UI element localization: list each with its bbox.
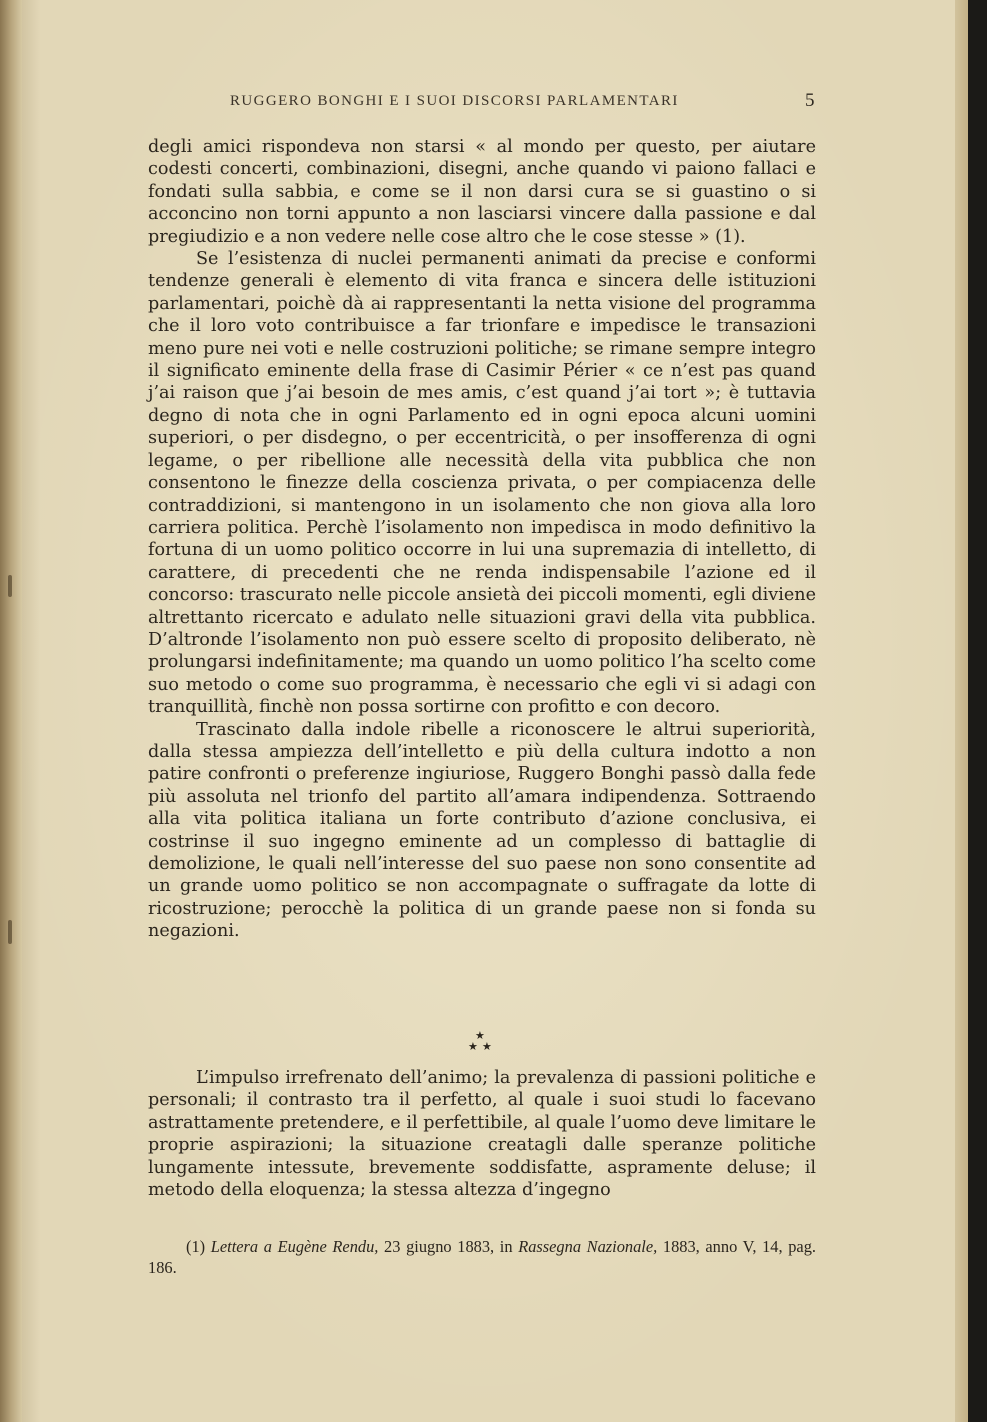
footnote-marker: (1) xyxy=(186,1237,206,1256)
asterism-ornament xyxy=(466,1030,496,1056)
footnote xyxy=(148,1236,816,1278)
star-icon: ★ xyxy=(468,1040,478,1053)
page-number: 5 xyxy=(805,90,815,111)
page-gutter-shadow xyxy=(0,0,22,1422)
ink-mark xyxy=(8,575,12,597)
page-edge xyxy=(955,0,968,1422)
ink-mark xyxy=(8,920,12,944)
section-two-text xyxy=(148,1067,816,1201)
main-text xyxy=(148,136,816,943)
running-head: RUGGERO BONGHI E I SUOI DISCORSI PARLAMENTARI xyxy=(230,93,679,109)
footnote-letter-title: Lettera a Eugène Rendu, xyxy=(210,1237,379,1256)
paragraph-continuation: degli amici rispondeva non starsi « al mondo per questo, per aiutare codesti concerti, combinazioni, disegni, anche quando vi paiono fallaci e fondati sulla sabbia, e come se il non darsi cura se si guastino o si acconcino non torni appunto a non lasciarsi vincere dalla passione e dal pregiudizio e a non vedere nelle cose altro che le cose stesse » (1). xyxy=(148,137,816,247)
paragraph-isolation: Se l’esistenza di nuclei permanenti animati da precise e conformi tendenze generali è elemento di vita franca e sincera delle istituzioni parlamentari, poichè dà ai rappresentanti la netta visione del programma che il loro voto contribuisce a far trionfare e impedisce le transazioni meno pure nei voti e nelle costruzioni politiche; se rimane sempre integro il significato eminente della frase di Casimir Périer « ce n’est pas quand j’ai raison que j’ai besoin de mes amis, c’est quand j’ai tort »; è tuttavia degno di nota che in ogni Parlamento ed in ogni epoca alcuni uomini superiori, o per disdegno, o per eccentricità, o per insofferenza di ogni legame, o per ribellione alle necessità della vita pubblica che non consentono le finezze della coscienza privata, o per compiacenza delle contraddizioni, si mantengono in un isolamento che non giova alla loro carriera politica. Perchè l’isolamento non impedisca in modo definitivo la fortuna di un uomo politico occorre in lui una supremazia di intelletto, di carattere, di precedenti che ne renda indispensabile l’azione ed il concorso: trascurato nelle piccole ansietà dei piccoli momenti, egli diviene altrettanto ricercato e adulato nelle situazioni gravi della vita pubblica. D’altronde l’isolamento non può essere scelto di proposito deliberato, nè prolungarsi indefinitamente; ma quando un uomo politico l’ha scelto come suo metodo o come suo programma, è necessario che egli vi si adagi con tranquillità, finchè non possa sortirne con profitto e con decoro. xyxy=(148,249,816,718)
paragraph-bonghi: Trascinato dalla indole ribelle a riconoscere le altrui superiorità, dalla stessa ampiezza dell’intelletto e più della cultura indotto a non patire confronti o preferenze ingiuriose, Ruggero Bonghi passò dalla fede più assoluta nel trionfo del partito all’amara indipendenza. Sottraendo alla vita politica italiana un forte contributo d’azione conclusiva, ei costrinse il suo ingegno eminente ad un complesso di battaglie di demolizione, le quali nell’interesse del suo paese non sono consentite ad un grande uomo politico se non accompagnate o suffragate da lotte di ricostruzione; perocchè la politica di un grande paese non si fonda su negazioni. xyxy=(148,719,816,942)
star-icon: ★ xyxy=(482,1040,492,1053)
star-icon: ★ xyxy=(475,1029,485,1042)
paragraph-impulse: L’impulso irrefrenato dell’animo; la prevalenza di passioni politiche e personali; il contrasto tra il perfetto, al quale i suoi studi lo facevano astrattamente pretendere, e il perfettibile, al quale l’uomo deve limitare le proprie aspirazioni; la situazione creatagli dalle speranze politiche lungamente intessute, brevemente soddisfatte, aspramente deluse; il metodo della eloquenza; la stessa altezza d’ingegno xyxy=(148,1068,816,1201)
footnote-reference: 1883, anno V, 14, pag. 186. xyxy=(148,1237,816,1277)
footnote-date: 23 giugno 1883, in xyxy=(378,1237,519,1256)
footnote-journal: Rassegna Nazionale, xyxy=(518,1237,658,1256)
